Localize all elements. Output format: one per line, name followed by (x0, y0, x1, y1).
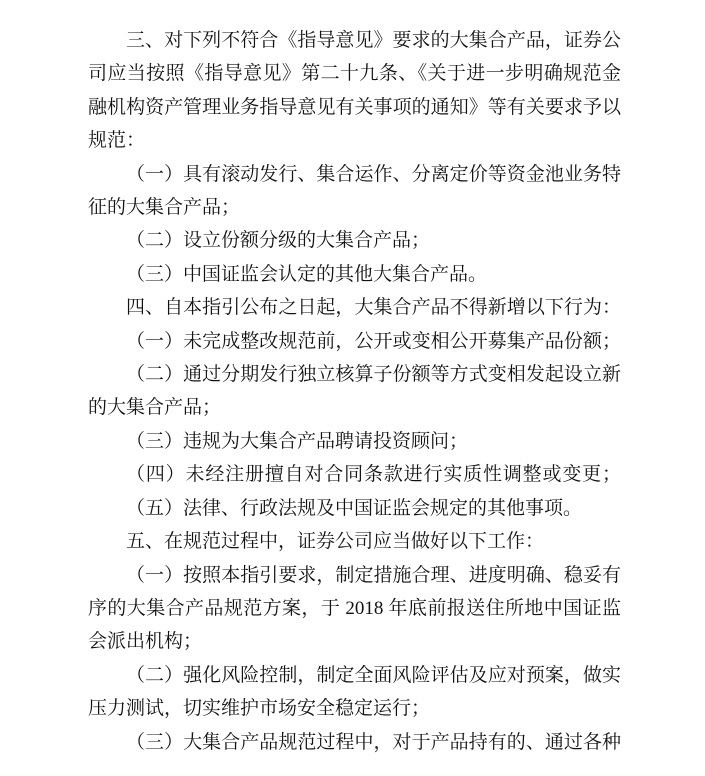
text-line: 司应当按照《指导意见》第二十九条、《关于进一步明确规范金 (88, 63, 621, 85)
text-line: （二）设立份额分级的大集合产品； (126, 230, 431, 252)
text-line: （四）未经注册擅自对合同条款进行实质性调整或变更； (126, 464, 621, 486)
text-line: （二）通过分期发行独立核算子份额等方式变相发起设立新 (126, 364, 621, 386)
text-line: （一）未完成整改规范前，公开或变相公开募集产品份额； (126, 330, 621, 352)
text-line: 序的大集合产品规范方案，于 2018 年底前报送住所地中国证监 (88, 597, 621, 619)
text-line: 五、在规范过程中，证券公司应当做好以下工作： (126, 531, 545, 553)
text-line: （一）按照本指引要求，制定措施合理、进度明确、稳妥有 (126, 564, 621, 586)
text-line: （一）具有滚动发行、集合运作、分离定价等资金池业务特 (126, 163, 621, 185)
text-line: 征的大集合产品； (88, 197, 241, 219)
text-line: 融机构资产管理业务指导意见有关事项的通知》等有关要求予以 (88, 96, 621, 118)
text-line: 三、对下列不符合《指导意见》要求的大集合产品，证券公 (126, 30, 621, 51)
text-line: 的大集合产品； (88, 397, 222, 419)
text-line: 四、自本指引公布之日起，大集合产品不得新增以下行为： (126, 297, 621, 319)
text-line: （三）大集合产品规范过程中，对于产品持有的、通过各种 (126, 731, 621, 753)
text-line: （三）中国证监会认定的其他大集合产品。 (126, 263, 488, 285)
text-line: （二）强化风险控制，制定全面风险评估及应对预案，做实 (126, 664, 621, 686)
text-line: 压力测试，切实维护市场安全稳定运行； (88, 698, 431, 720)
text-line: （五）法律、行政法规及中国证监会规定的其他事项。 (126, 497, 583, 519)
text-line: 会派出机构； (88, 631, 203, 653)
text-line: 规范： (88, 130, 146, 152)
text-line: （三）违规为大集合产品聘请投资顾问； (126, 430, 469, 452)
